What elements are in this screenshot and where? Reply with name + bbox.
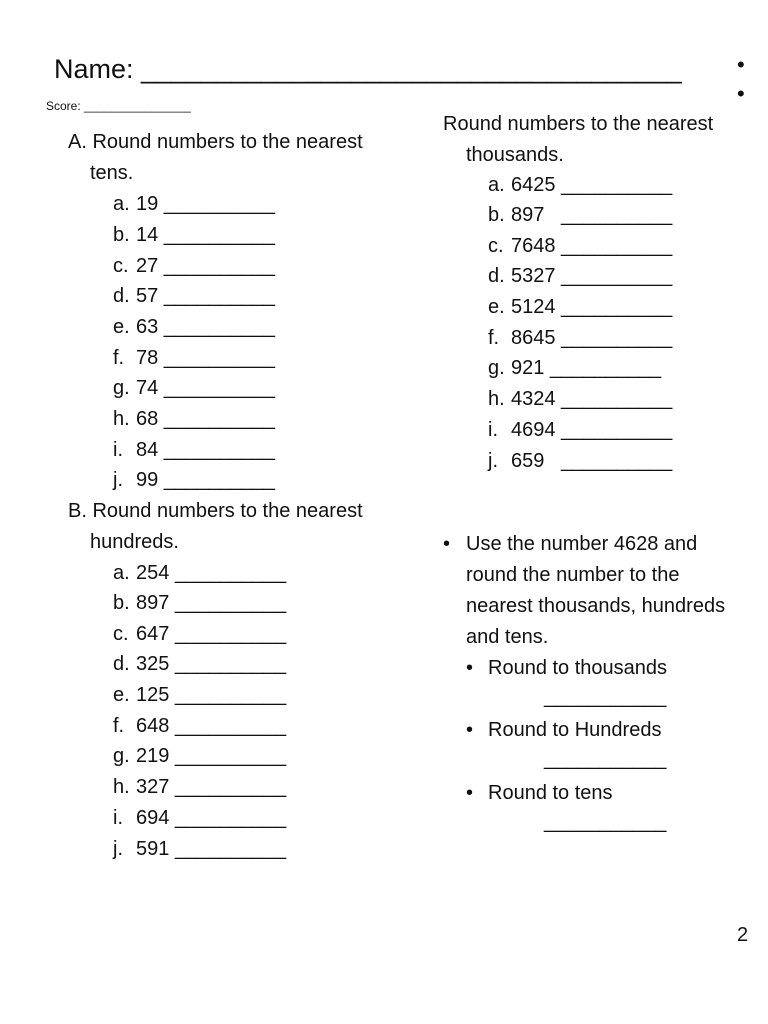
item-value: 897 __________: [136, 592, 287, 614]
item-value: 99 __________: [136, 469, 276, 491]
question-line: nearest thousands, hundreds: [466, 595, 726, 617]
list-item: [113, 439, 275, 462]
list-item: [488, 174, 672, 197]
list-item: [488, 235, 672, 258]
item-label: h.: [113, 776, 130, 798]
list-item: [113, 562, 286, 585]
item-value: 659 __________: [511, 450, 673, 472]
item-label: b.: [113, 592, 130, 614]
bullet-icon: •: [466, 782, 474, 804]
question-line: and tens.: [466, 626, 549, 648]
item-label: j.: [113, 838, 123, 860]
item-value: 897 __________: [511, 204, 673, 226]
score-field-label: Score: ________________: [46, 99, 191, 113]
question-line: round the number to the: [466, 564, 680, 586]
list-item: [113, 745, 286, 768]
item-value: 19 __________: [136, 193, 276, 215]
list-item: [113, 408, 275, 431]
list-item: [113, 285, 275, 308]
list-item: [113, 838, 286, 861]
list-item: [113, 469, 275, 492]
item-value: 4694 __________: [511, 419, 673, 441]
list-item: [113, 224, 275, 247]
answer-blank: ___________: [544, 686, 667, 708]
item-label: a.: [113, 562, 130, 584]
page-number: 2: [737, 924, 749, 946]
item-value: 57 __________: [136, 285, 276, 307]
item-value: 5327 __________: [511, 265, 673, 287]
item-label: f.: [113, 347, 125, 369]
section-c-title-cont: thousands.: [466, 144, 564, 166]
answer-blank: ___________: [544, 748, 667, 770]
list-item: [113, 316, 275, 339]
name-field-label: Name: ____________________________________: [54, 54, 682, 84]
item-value: 219 __________: [136, 745, 287, 767]
section-b-title: B. Round numbers to the nearest: [68, 500, 363, 522]
item-label: b.: [488, 204, 505, 226]
item-label: b.: [113, 224, 130, 246]
section-b-title-cont: hundreds.: [90, 531, 179, 553]
list-item: [488, 327, 672, 350]
item-value: 7648 __________: [511, 235, 673, 257]
item-value: 27 __________: [136, 255, 276, 277]
item-label: c.: [488, 235, 504, 257]
item-value: 14 __________: [136, 224, 276, 246]
sub-question-label: Round to thousands: [488, 657, 668, 679]
item-value: 125 __________: [136, 684, 287, 706]
item-label: a.: [113, 193, 130, 215]
item-value: 68 __________: [136, 408, 276, 430]
list-item: [113, 347, 275, 370]
item-value: 6425 __________: [511, 174, 673, 196]
list-item: [113, 776, 286, 799]
list-item: [488, 450, 672, 473]
section-a-title-cont: tens.: [90, 162, 134, 184]
item-label: h.: [488, 388, 505, 410]
item-label: g.: [488, 357, 505, 379]
corner-bullets: • •: [737, 52, 745, 106]
sub-question-label: Round to Hundreds: [488, 719, 662, 741]
item-label: g.: [113, 377, 130, 399]
section-a-title: A. Round numbers to the nearest: [68, 131, 363, 153]
item-value: 325 __________: [136, 653, 287, 675]
item-value: 5124 __________: [511, 296, 673, 318]
item-label: i.: [488, 419, 498, 441]
item-label: g.: [113, 745, 130, 767]
item-label: c.: [113, 255, 129, 277]
item-value: 648 __________: [136, 715, 287, 737]
section-c-title: Round numbers to the nearest: [443, 113, 714, 135]
item-label: d.: [113, 653, 130, 675]
item-value: 921 __________: [511, 357, 662, 379]
item-label: d.: [488, 265, 505, 287]
item-label: e.: [113, 316, 130, 338]
item-label: f.: [488, 327, 500, 349]
sub-question-label: Round to tens: [488, 782, 613, 804]
item-label: i.: [113, 439, 123, 461]
list-item: [488, 388, 672, 411]
item-label: f.: [113, 715, 125, 737]
list-item: [488, 419, 672, 442]
list-item: [113, 623, 286, 646]
question-line: Use the number 4628 and: [466, 533, 698, 555]
item-value: 8645 __________: [511, 327, 673, 349]
list-item: [113, 255, 275, 278]
item-value: 84 __________: [136, 439, 276, 461]
list-item: [488, 357, 661, 380]
list-item: [113, 684, 286, 707]
item-value: 4324 __________: [511, 388, 673, 410]
item-label: a.: [488, 174, 505, 196]
item-label: i.: [113, 807, 123, 829]
list-item: [488, 296, 672, 319]
item-label: e.: [113, 684, 130, 706]
item-label: j.: [488, 450, 498, 472]
item-label: e.: [488, 296, 505, 318]
item-label: j.: [113, 469, 123, 491]
item-value: 63 __________: [136, 316, 276, 338]
bullet-icon: •: [466, 719, 474, 741]
list-item: [113, 193, 275, 216]
item-value: 694 __________: [136, 807, 287, 829]
list-item: [113, 715, 286, 738]
bullet-icon: •: [466, 657, 474, 679]
item-label: d.: [113, 285, 130, 307]
list-item: [113, 653, 286, 676]
list-item: [113, 807, 286, 830]
bullet-icon: •: [443, 533, 451, 555]
list-item: [488, 204, 672, 227]
list-item: [488, 265, 672, 288]
item-value: 327 __________: [136, 776, 287, 798]
item-label: h.: [113, 408, 130, 430]
item-value: 78 __________: [136, 347, 276, 369]
answer-blank: ___________: [544, 811, 667, 833]
list-item: [113, 377, 275, 400]
item-value: 647 __________: [136, 623, 287, 645]
item-label: c.: [113, 623, 129, 645]
item-value: 74 __________: [136, 377, 276, 399]
list-item: [113, 592, 286, 615]
item-value: 254 __________: [136, 562, 287, 584]
item-value: 591 __________: [136, 838, 287, 860]
